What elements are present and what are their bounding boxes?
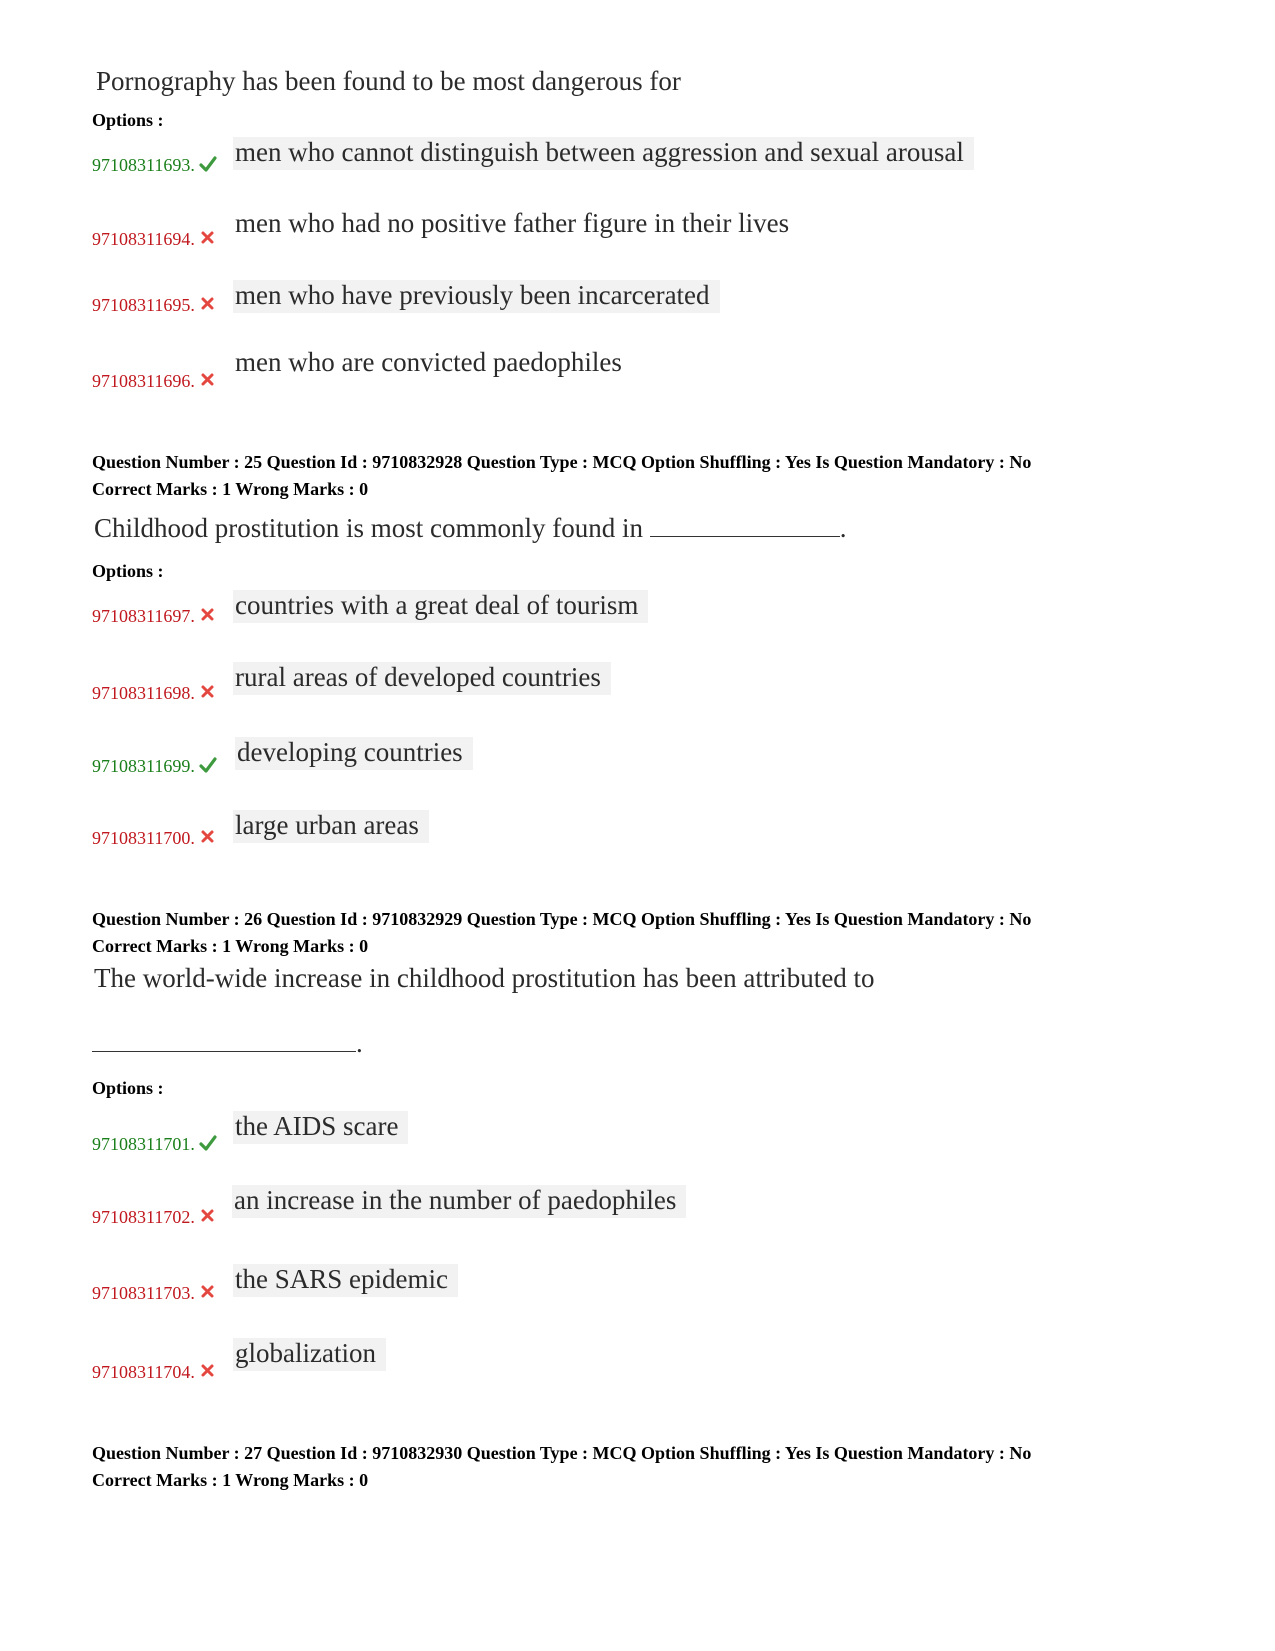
- option-id-97108311699: [92, 757, 217, 775]
- option-id-label: 97108311694.: [92, 229, 195, 249]
- option-text-97108311702: an increase in the number of paedophiles: [232, 1185, 686, 1218]
- option-id-label: 97108311697.: [92, 606, 195, 626]
- question-text: Childhood prostitution is most commonly found in: [94, 513, 644, 543]
- option-id-label: 97108311703.: [92, 1283, 195, 1303]
- option-id-97108311704: [92, 1363, 217, 1381]
- option-id-97108311698: [92, 684, 217, 702]
- option-id-label: 97108311702.: [92, 1207, 195, 1227]
- option-text-97108311700: large urban areas: [233, 810, 429, 843]
- option-id-97108311693: [92, 156, 217, 174]
- question-text-end: .: [356, 1028, 363, 1058]
- cross-icon: [199, 372, 217, 388]
- option-id-97108311700: [92, 829, 217, 847]
- option-id-label: 97108311699.: [92, 756, 195, 776]
- option-id-97108311702: [92, 1208, 217, 1226]
- check-icon: [199, 757, 217, 773]
- option-id-97108311703: [92, 1284, 217, 1302]
- option-id-label: 97108311695.: [92, 295, 195, 315]
- cross-icon: [199, 607, 217, 623]
- marks-meta-line: Correct Marks : 1 Wrong Marks : 0: [92, 479, 369, 499]
- question-24-text: Pornography has been found to be most dangerous for: [96, 66, 681, 96]
- marks-meta-line: Correct Marks : 1 Wrong Marks : 0: [92, 936, 369, 956]
- options-label: Options :: [92, 561, 164, 581]
- question-26-meta: [92, 906, 1031, 960]
- cross-icon: [199, 1284, 217, 1300]
- question-meta-line: Question Number : 25 Question Id : 9710832928 Question Type : MCQ Option Shuffling : Yes Is Question Mandatory : No: [92, 452, 1032, 472]
- option-text-97108311704: globalization: [233, 1338, 386, 1371]
- options-label: Options :: [92, 1078, 164, 1098]
- option-id-97108311701: [92, 1135, 217, 1153]
- option-id-label: 97108311704.: [92, 1362, 195, 1382]
- question-27-meta: [92, 1440, 1031, 1494]
- option-id-97108311694: [92, 230, 217, 248]
- question-25-meta: [92, 449, 1031, 503]
- option-id-label: 97108311701.: [92, 1134, 195, 1154]
- option-id-97108311697: [92, 607, 217, 625]
- option-id-97108311695: [92, 296, 217, 314]
- cross-icon: [199, 1363, 217, 1379]
- option-text-97108311701: the AIDS scare: [233, 1111, 408, 1144]
- option-text-97108311697: countries with a great deal of tourism: [233, 590, 648, 623]
- option-text-97108311698: rural areas of developed countries: [233, 662, 611, 695]
- answer-blank: [92, 1051, 356, 1052]
- marks-meta-line: Correct Marks : 1 Wrong Marks : 0: [92, 1470, 369, 1490]
- option-text-97108311694: men who had no positive father figure in their lives: [235, 208, 790, 238]
- option-id-97108311696: [92, 372, 217, 390]
- option-text-97108311699: developing countries: [235, 737, 473, 770]
- option-text-97108311695: men who have previously been incarcerated: [233, 280, 720, 313]
- option-id-label: 97108311696.: [92, 371, 195, 391]
- cross-icon: [199, 296, 217, 312]
- check-icon: [199, 1135, 217, 1151]
- question-meta-line: Question Number : 27 Question Id : 9710832930 Question Type : MCQ Option Shuffling : Yes Is Question Mandatory : No: [92, 1443, 1032, 1463]
- cross-icon: [199, 1208, 217, 1224]
- option-text-97108311703: the SARS epidemic: [233, 1264, 458, 1297]
- question-26-text: The world-wide increase in childhood prostitution has been attributed to: [94, 963, 875, 993]
- option-text-97108311696: men who are convicted paedophiles: [235, 347, 622, 377]
- answer-blank: [650, 536, 840, 537]
- question-25-text: [94, 515, 847, 542]
- cross-icon: [199, 684, 217, 700]
- check-icon: [199, 156, 217, 172]
- options-label: Options :: [92, 110, 164, 130]
- option-id-label: 97108311698.: [92, 683, 195, 703]
- question-26-blank-line: [92, 1030, 363, 1057]
- question-text-end: .: [839, 513, 847, 543]
- option-id-label: 97108311700.: [92, 828, 195, 848]
- cross-icon: [199, 829, 217, 845]
- question-meta-line: Question Number : 26 Question Id : 9710832929 Question Type : MCQ Option Shuffling : Yes Is Question Mandatory : No: [92, 909, 1032, 929]
- option-text-97108311693: men who cannot distinguish between aggression and sexual arousal: [233, 137, 974, 170]
- cross-icon: [199, 230, 217, 246]
- option-id-label: 97108311693.: [92, 155, 195, 175]
